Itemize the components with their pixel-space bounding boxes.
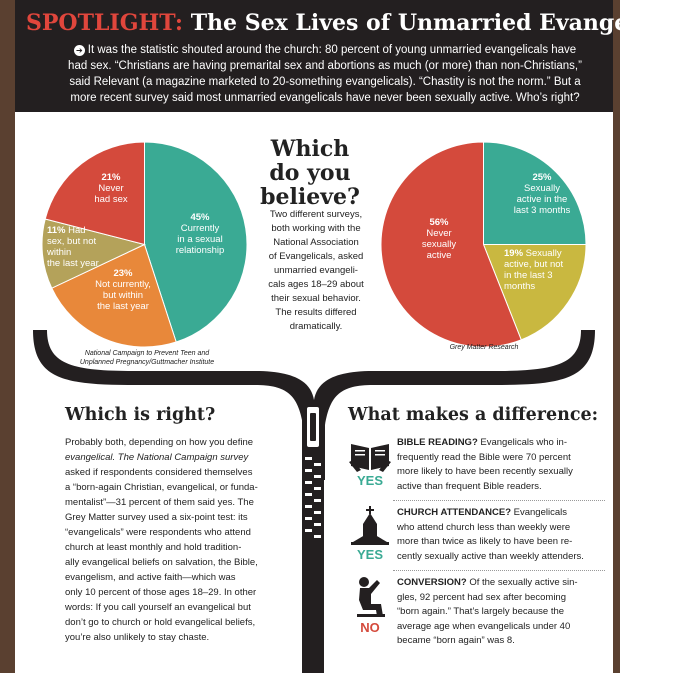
slice-text: Sexually: [524, 183, 560, 194]
factor-conversion: [347, 576, 602, 652]
slice-text: had sex: [94, 194, 128, 205]
slice-text: active: [426, 250, 452, 261]
slice-pct: 23%: [113, 268, 133, 279]
center-line: The results differed: [275, 307, 357, 318]
slice-text: Currently: [180, 223, 220, 234]
slice-label-active-not-3-months: [504, 248, 580, 292]
factor-line: “born again.” That’s largely because the: [397, 606, 565, 617]
slice-label-never-active: [408, 217, 470, 261]
header-banner: [15, 0, 693, 112]
body-line: only 10 percent of those ages 18–29. In other: [65, 587, 257, 598]
factor-bible-reading: [347, 436, 602, 494]
center-line: cals ages 18–29 about: [268, 279, 364, 290]
factor-line: average age when evangelicals under 40: [397, 620, 571, 632]
factor-lead: CHURCH ATTENDANCE?: [397, 507, 511, 518]
source-line: Grey Matter Research: [449, 344, 519, 351]
intro-line: It was the statistic shouted around the church: 80 percent of young unmarried evangelicals have: [87, 44, 577, 56]
factor-text: [397, 436, 602, 494]
slice-text: Not currently,: [95, 279, 151, 290]
slice-pct: 21%: [101, 172, 121, 183]
factor-line: more than twice as likely to have been re-: [397, 536, 573, 547]
zipper-graphic: [302, 405, 324, 673]
center-line: their sexual behavior.: [271, 293, 361, 304]
divider: [393, 570, 605, 571]
slice-text: the last year: [47, 258, 99, 269]
body-line: “evangelicals” were respondents who attend: [65, 527, 251, 538]
verdict-no: NO: [360, 620, 380, 635]
slice-text: sexually: [421, 239, 457, 250]
center-line: Two different surveys,: [269, 209, 363, 220]
slice-text: but within: [102, 290, 144, 301]
factor-line: active than frequent Bible readers.: [397, 480, 542, 492]
slice-pct: 19%: [504, 248, 524, 259]
slice-text: months: [504, 281, 536, 292]
body-line: mentalist”—31 percent of them said yes. The: [65, 497, 254, 508]
slice-pct: 56%: [429, 217, 449, 228]
body-line: words: If you call yourself an evangelical but: [65, 602, 251, 613]
factor-line: Of the sexually active sin-: [466, 577, 578, 588]
heading-line: do you: [269, 160, 351, 186]
slice-text: active, but not: [504, 259, 564, 270]
slice-label-not-currently: [84, 268, 162, 312]
center-line: National Association: [273, 237, 359, 248]
body-line: ally evangelical beliefs on salvation, the Bible,: [65, 557, 258, 568]
divider: [393, 500, 605, 501]
slice-text: the last year: [97, 301, 149, 312]
factor-line: gles, 92 percent had sex after becoming: [397, 591, 566, 603]
title-text: The Sex Lives of Unmarried Evangelicals: [190, 10, 693, 36]
verdict-yes: YES: [356, 547, 383, 562]
body-line: Probably both, depending on how you define: [65, 437, 254, 448]
factor-line: Evangelicals who in-: [477, 437, 567, 448]
intro-line: more recent survey said most unmarried evangelicals have never been sexually active. Who’s right?: [70, 92, 580, 104]
intro-line: had sex. “Christians are having premarital sex and abortions as much (or more) than non-Christians,”: [68, 60, 582, 72]
body-line: evangelism, and active faith—which was: [65, 572, 236, 583]
source-line: Unplanned Pregnancy/Guttmacher Institute: [79, 359, 215, 366]
center-heading: [255, 137, 365, 209]
body-line: church at least monthly and hold tradition-: [65, 542, 242, 553]
factor-lead: BIBLE READING?: [397, 437, 478, 448]
right-chart-source: [424, 343, 544, 352]
heading-line: Which: [270, 136, 350, 162]
center-line: both working with the: [271, 223, 361, 234]
verdict-yes: YES: [356, 473, 383, 488]
intro-line: said Relevant (a magazine marketed to 20-something evangelicals). “Chastity is not the norm.” But a: [69, 76, 581, 88]
left-border-bar: [0, 0, 15, 673]
slice-pct: 45%: [190, 212, 210, 223]
factor-line: frequently read the Bible were 70 percent: [397, 451, 571, 463]
heading-line: believe?: [260, 184, 360, 210]
body-line: you’re also unlikely to stay chaste.: [65, 632, 210, 643]
slice-text: last 3 months: [513, 205, 571, 216]
center-line: dramatically.: [289, 321, 343, 332]
factor-line: Evangelicals: [511, 507, 567, 518]
source-line: National Campaign to Prevent Teen and: [84, 350, 210, 357]
intro-text: [45, 42, 605, 106]
slice-text: active in the: [516, 194, 568, 205]
center-line: unmarried evangeli-: [274, 265, 358, 276]
slice-label-currently: [161, 212, 239, 256]
factor-lead: CONVERSION?: [397, 577, 467, 588]
slice-label-active-3-months: [502, 172, 582, 216]
center-description: [258, 208, 374, 334]
which-is-right-body: [65, 435, 297, 645]
body-line: Grey Matter survey used a six-point test: its: [65, 512, 248, 523]
slice-text: Had: [68, 225, 86, 236]
body-line: don’t go to church or hold evangelical beliefs,: [65, 617, 256, 628]
slice-label-never-had-sex: [84, 172, 138, 205]
slice-pct: 11%: [47, 225, 66, 236]
what-makes-difference-heading: What makes a difference:: [348, 405, 599, 425]
slice-text: Never: [98, 183, 124, 194]
slice-pct: 25%: [532, 172, 552, 183]
center-line: of Evangelicals, asked: [268, 251, 364, 262]
which-is-right-heading: Which is right?: [65, 405, 216, 425]
arrow-icon: ➔: [74, 45, 85, 56]
slice-text: relationship: [175, 245, 225, 256]
slice-text: Sexually: [525, 248, 562, 259]
factor-line: more likely to have been recently sexually: [397, 466, 573, 477]
factor-line: who attend church less than weekly were: [397, 521, 571, 533]
slice-text: sex, but not within: [47, 236, 97, 258]
factor-church-attendance: [347, 506, 602, 564]
slice-text: in a sexual: [177, 234, 223, 245]
right-border-bar: [613, 0, 620, 673]
body-line: a “born-again Christian, evangelical, or funda-: [65, 482, 258, 493]
spotlight-label: SPOTLIGHT:: [26, 10, 184, 36]
factor-line: became “born again” was 8.: [397, 635, 515, 646]
factor-line: cently sexually active than weekly attenders.: [397, 550, 584, 562]
slice-text: in the last 3: [504, 270, 553, 281]
factor-text: [397, 506, 602, 564]
page-title: [26, 10, 693, 36]
factor-text: [397, 576, 602, 649]
slice-label-had-sex-not-last-year: [47, 225, 119, 269]
body-line: asked if respondents considered themselves: [65, 467, 253, 478]
body-line: evangelical. The National Campaign survey: [65, 452, 249, 463]
left-chart-source: [72, 349, 222, 367]
slice-text: Never: [426, 228, 452, 239]
